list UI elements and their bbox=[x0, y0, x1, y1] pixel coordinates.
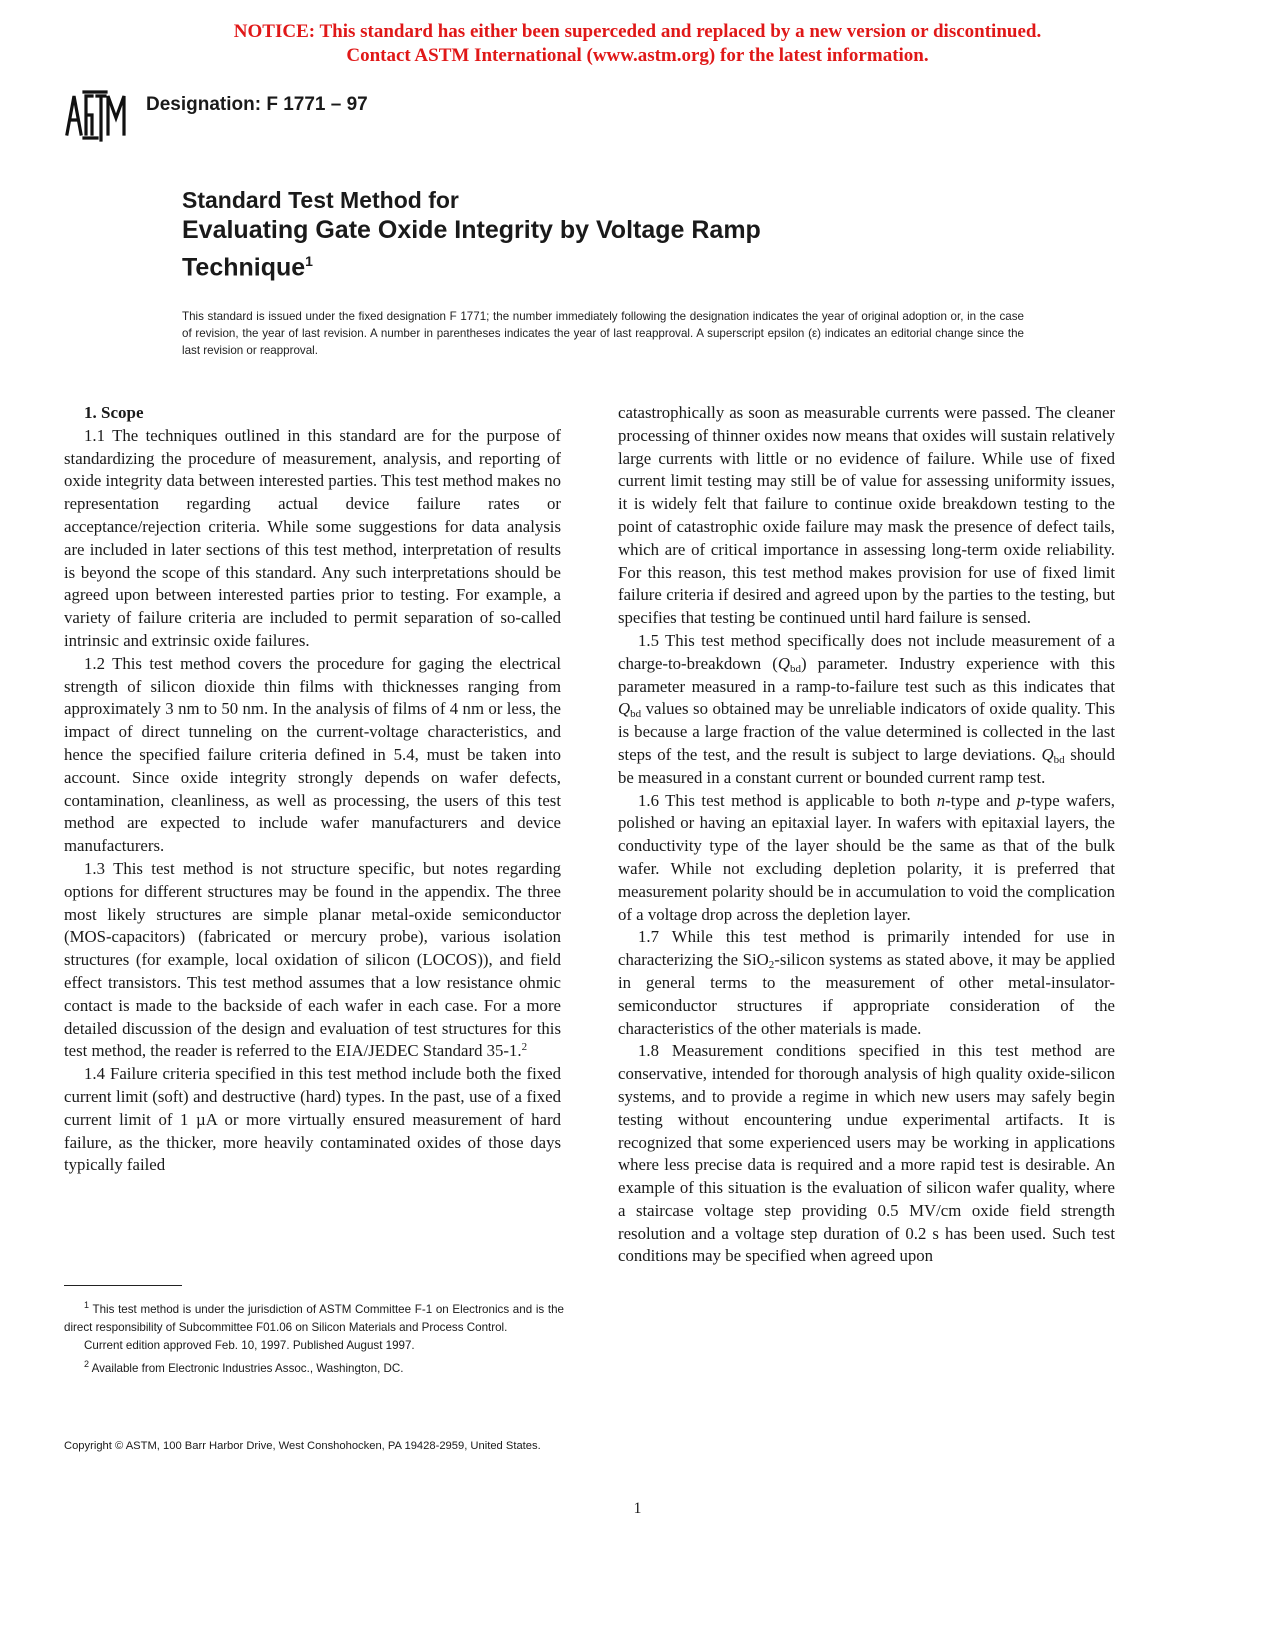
copyright: Copyright © ASTM, 100 Barr Harbor Drive, West Conshohocken, PA 19428-2959, United States. bbox=[64, 1440, 541, 1452]
footnote-1-text: This test method is under the jurisdiction of ASTM Committee F-1 on Electronics and is the direct responsibility of Subcommittee F01.06 on Silicon Materials and Process Control. bbox=[64, 1302, 564, 1334]
logo-text: ASTM bbox=[97, 150, 100, 151]
p-type-symbol: p bbox=[1016, 790, 1026, 810]
q-symbol: Q bbox=[1041, 744, 1054, 764]
title-line-3-text: Technique bbox=[182, 253, 306, 282]
paragraph-1-1: 1.1 The techniques outlined in this standard are for the purpose of standardizing the procedure of measurement, analysis, and reporting of oxide integrity data between interested parties. This test method makes no representation regarding actual device failure rates or acceptance/rejection criteria. While some suggestions for data analysis are included in later sections of this test method, interpretation of results is beyond the scope of this standard. Any such interpretations should be agreed upon between interested parties prior to testing. For example, a variety of failure criteria are included to permit separation of so-called intrinsic and extrinsic oxide failures. bbox=[64, 425, 561, 650]
footnote-1-edition: Current edition approved Feb. 10, 1997. Published August 1997. bbox=[84, 1338, 415, 1352]
n-type-symbol: n bbox=[936, 790, 946, 810]
footnote-1-mark: 1 bbox=[84, 1300, 90, 1310]
astm-logo-icon bbox=[64, 90, 130, 151]
footnote-ref-2: 2 bbox=[521, 1041, 528, 1054]
p1-6-b: -type and bbox=[945, 790, 1017, 810]
paragraph-1-3-text: 1.3 This test method is not structure specific, but notes regarding options for different structures may be found in the appendix. The three most likely structures are simple planar metal-oxide semiconductor (MOS-capacitors) (fabricated or mercury probe), various isolation structures (for example, local oxidation of silicon (LOCOS)), and field effect transistors. This test method assumes that a low resistance ohmic contact is made to the backside of each wafer in each case. For a more detailed discussion of the design and evaluation of test structures for this test method, the reader is referred to the EIA/JEDEC Standard 35-1. bbox=[64, 858, 561, 1061]
bd-subscript: bd bbox=[1053, 753, 1065, 766]
title-footnote-mark: 1 bbox=[305, 253, 313, 269]
q-symbol: Q bbox=[777, 653, 790, 673]
footnote-1 bbox=[64, 1296, 564, 1337]
bd-subscript: bd bbox=[630, 708, 642, 721]
p1-7-a: 1.7 While this test method is primarily intended for use in characterizing the SiO bbox=[618, 927, 1115, 970]
paragraph-1-4: 1.4 Failure criteria specified in this test method include both the fixed current limit (soft) and destructive (hard) types. In the past, use of a fixed current limit of 1 µA or more virtually ensured measurement of hard failure, as the thicker, more heavily contaminated oxides of those days typically failed bbox=[64, 1064, 561, 1175]
title-line-2: Evaluating Gate Oxide Integrity by Voltage Ramp bbox=[182, 216, 761, 244]
notice-line-2: Contact ASTM International (www.astm.org) for the latest information. bbox=[346, 45, 929, 66]
paragraph-1-4-continued: catastrophically as soon as measurable currents were passed. The cleaner processing of thinner oxides now means that oxides will sustain relatively large currents with little or no evidence of failure. While use of fixed current limit testing may still be of value for assessing uniformity issues, it is widely felt that failure to continue oxide breakdown testing to the point of catastrophic oxide failure may mask the presence of defect tails, which are of critical importance in assessing long-term oxide reliability. For this reason, this test method makes provision for use of fixed limit failure criteria if desired and agreed upon by the parties to the testing, but specifies that testing be continued until hard failure is sensed. bbox=[618, 403, 1115, 628]
p1-6-a: 1.6 This test method is applicable to both bbox=[638, 790, 937, 810]
footnote-2-mark: 2 bbox=[84, 1358, 90, 1369]
paragraph-1-7 bbox=[618, 926, 1115, 1040]
paragraph-1-2: 1.2 This test method covers the procedure for gaging the electrical strength of silicon dioxide thin films with thicknesses ranging from approximately 3 nm to 50 nm. In the analysis of films of 4 nm or less, the impact of direct tunneling on the current-voltage characteristics, and hence the specified failure criteria defined in 5.4, must be taken into account. Since oxide integrity strongly depends on wafer defects, contamination, cleanliness, as well as processing, the users of this test method are expected to include wafer manufacturers and device manufacturers. bbox=[64, 653, 561, 856]
subscript-2: 2 bbox=[768, 959, 775, 972]
paragraph-1-5 bbox=[618, 630, 1115, 790]
p1-7-b: -silicon systems as stated above, it may be applied in general terms to the measurement of other metal-insulator-semiconductor structures if appropriate consideration of the characteristics of the other materials is made. bbox=[618, 950, 1115, 1038]
paragraph-1-3 bbox=[64, 858, 561, 1063]
p1-5-b: ) parameter. Industry experience with this parameter measured in a ramp-to-failure test such as this indicates that bbox=[618, 653, 1115, 696]
footnote-2-text: Available from Electronic Industries Assoc., Washington, DC. bbox=[89, 1361, 404, 1375]
footnote-divider bbox=[64, 1285, 182, 1286]
bd-subscript: bd bbox=[790, 662, 801, 675]
notice-banner bbox=[0, 20, 1275, 68]
title-line-1: Standard Test Method for bbox=[182, 187, 459, 213]
designation: Designation: F 1771 – 97 bbox=[146, 94, 368, 115]
paragraph-1-6 bbox=[618, 790, 1115, 927]
p1-5-c: values so obtained may be unreliable indicators of oxide quality. This is because a large fraction of the value determined is collected in the last steps of the test, and the result is subject to large deviations. bbox=[618, 699, 1115, 764]
footnote-2 bbox=[64, 1355, 564, 1378]
issued-note: This standard is issued under the fixed designation F 1771; the number immediately following the designation indicates the year of original adoption or, in the case of revision, the year of last revision. A number in parentheses indicates the year of last reapproval. A superscript epsilon (ε) indicates an editorial change since the last revision or reapproval. bbox=[182, 310, 1024, 357]
footnotes bbox=[64, 1296, 564, 1378]
p1-6-c: -type wafers, polished or having an epitaxial layer. In wafers with epitaxial layers, the conductivity type of the layer should be the same as that of the bulk wafer. While not excluding depletion polarity, it is preferred that measurement polarity should be in accumulation to void the complication of a voltage drop across the depletion layer. bbox=[618, 790, 1116, 924]
document-title bbox=[182, 186, 942, 283]
left-column bbox=[64, 402, 561, 1177]
paragraph-1-8: 1.8 Measurement conditions specified in this test method are conservative, intended for thorough analysis of high quality oxide-silicon systems, and to provide a regime in which new users may safely begin testing without encountering undue experimental artifacts. It is recognized that some experienced users may be working in applications where less precise data is required and a more rapid test is desirable. An example of this situation is the evaluation of silicon wafer quality, where a staircase voltage step providing 0.5 MV/cm oxide field strength resolution and a voltage step duration of 0.2 s has been used. Such test conditions may be specified when agreed upon bbox=[618, 1041, 1115, 1266]
section-heading: 1. Scope bbox=[84, 403, 144, 422]
right-column bbox=[618, 402, 1115, 1268]
notice-line-1: NOTICE: This standard has either been superceded and replaced by a new version or discontinued. bbox=[233, 21, 1042, 42]
page-number: 1 bbox=[633, 1500, 642, 1517]
title-line-3 bbox=[182, 246, 942, 283]
p1-5-a: 1.5 This test method specifically does not include measurement of a charge-to-breakdown ( bbox=[618, 630, 1115, 673]
q-symbol: Q bbox=[618, 699, 631, 719]
p1-5-d: should be measured in a constant current or bounded current ramp test. bbox=[618, 744, 1115, 787]
